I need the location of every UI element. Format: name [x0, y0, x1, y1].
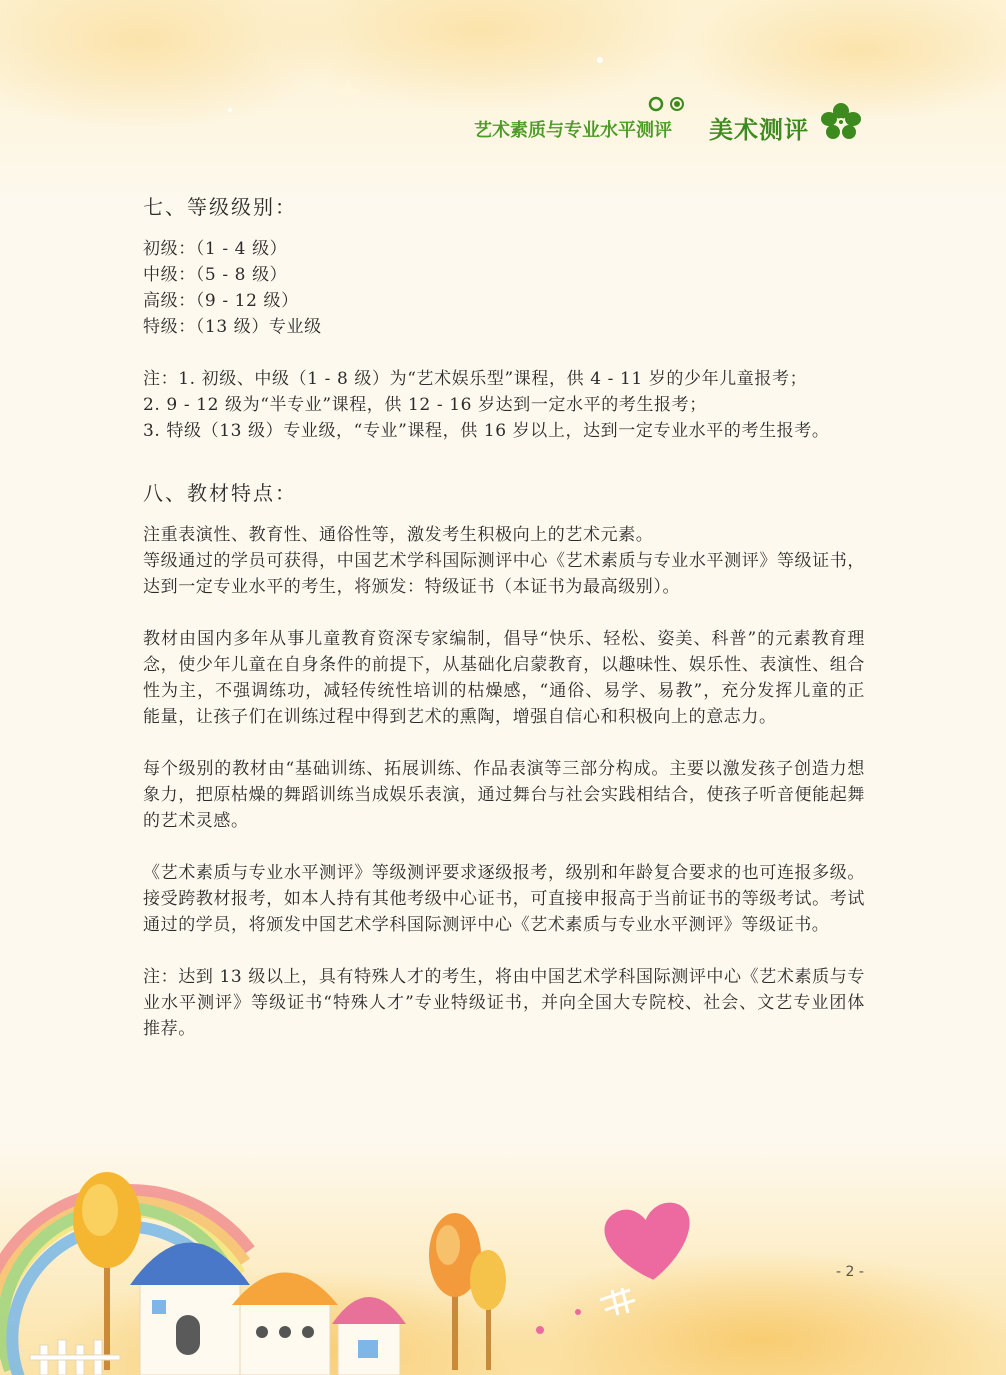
level-item: 中级：（5 - 8 级）: [143, 265, 288, 285]
paragraph: 等级通过的学员可获得，中国艺术学科国际测评中心《艺术素质与专业水平测评》等级证书，达到一定专业水平的考生，将颁发：特级证书（本证书为最高级别）。: [143, 551, 865, 597]
paragraph: 《艺术素质与专业水平测评》等级测评要求逐级报考，级别和年龄复合要求的也可连报多级。接受跨教材报考，如本人持有其他考级中心证书，可直接申报高于当前证书的等级考试。考试通过的学员，将颁发中国艺术学科国际测评中心《艺术素质与专业水平测评》等级证书。: [143, 863, 865, 935]
paragraph: 每个级别的教材由“基础训练、拓展训练、作品表演等三部分构成。主要以激发孩子创造力想象力，把原枯燥的舞蹈训练当成娱乐表演，通过舞台与社会实践相结合，使孩子听音便能起舞的艺术灵感。: [143, 759, 865, 831]
section-8-heading: 八、教材特点：: [143, 481, 297, 505]
level-item: 高级：（9 - 12 级）: [143, 291, 299, 311]
page-number: - 2 -: [836, 1264, 864, 1280]
note-item: 2. 9 - 12 级为“半专业”课程，供 12 - 16 岁达到一定水平的考生报考；: [143, 395, 707, 415]
note-item: 3. 特级（13 级）专业级，“专业”课程，供 16 岁以上，达到一定专业水平的考生报考。: [143, 421, 830, 441]
header-subtitle: 艺术素质与专业水平测评: [474, 120, 672, 141]
bottom-scene-decoration: [0, 1140, 1006, 1375]
section-7-heading: 七、等级级别：: [143, 195, 297, 219]
paragraph: 注：达到 13 级以上，具有特殊人才的考生，将由中国艺术学科国际测评中心《艺术素质与专业水平测评》等级证书“特殊人才”专业特级证书，并向全国大专院校、社会、文艺专业团体推荐。: [143, 967, 865, 1039]
note-item: 注：1. 初级、中级（1 - 8 级）为“艺术娱乐型”课程，供 4 - 11 岁的少年儿童报考；: [143, 369, 808, 389]
flower-logo-icon: [820, 102, 862, 142]
level-item: 初级：（1 - 4 级）: [143, 239, 288, 259]
paragraph: 教材由国内多年从事儿童教育资深专家编制，倡导“快乐、轻松、姿美、科普”的元素教育理念，使少年儿童在自身条件的前提下，从基础化启蒙教育，以趣味性、娱乐性、表演性、组合性为主，不强调练功，减轻传统性培训的枯燥感，“通俗、易学、易教”，充分发挥儿童的正能量，让孩子们在训练过程中得到艺术的熏陶，增强自信心和积极向上的意志力。: [143, 629, 865, 727]
level-item: 特级：（13 级）专业级: [143, 317, 322, 337]
header-brand: [474, 96, 869, 148]
main-content: [143, 192, 865, 1042]
header-title: 美术测评: [709, 116, 809, 144]
paragraph: 注重表演性、教育性、通俗性等，激发考生积极向上的艺术元素。: [143, 525, 654, 545]
circle-dots-icon: [648, 96, 688, 112]
